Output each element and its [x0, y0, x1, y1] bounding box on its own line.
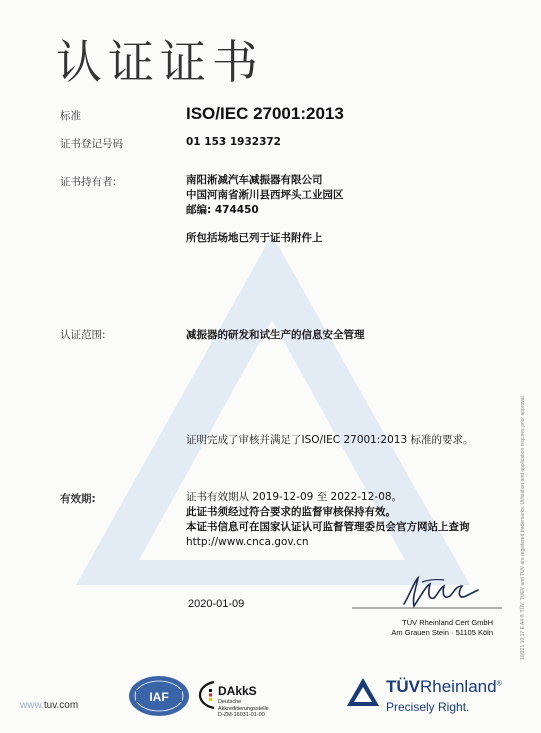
sites-note: 所包括场地已列于证书附件上	[186, 232, 323, 244]
dakks-mark-icon	[198, 680, 216, 710]
holder-address: 中国河南省淅川县西坪头工业园区	[186, 189, 344, 201]
tuv-brand-rest: Rheinland	[420, 677, 497, 696]
issuer-block	[391, 618, 493, 638]
cnca-url[interactable]: http://www.cnca.gov.cn	[186, 536, 309, 548]
compliance-statement: 证明完成了审核并满足了ISO/IEC 27001:2013 标准的要求。	[186, 434, 474, 446]
dakks-logo	[198, 680, 308, 724]
dakks-subtitle	[218, 699, 269, 719]
tuv-brand-bold: TÜV	[386, 677, 420, 696]
tuv-brand-name	[386, 677, 502, 697]
validity-period: 证书有效期从 2019-12-09 至 2022-12-08。	[186, 491, 403, 503]
iaf-logo	[128, 675, 190, 717]
iaf-text: IAF	[149, 690, 169, 704]
signature	[352, 574, 502, 614]
holder-info	[186, 173, 344, 218]
validity-info	[186, 490, 470, 550]
website-link[interactable]	[20, 700, 78, 711]
validity-condition: 此证书须经过符合要求的监督审核保持有效。	[186, 506, 396, 518]
standard-label: 标准	[60, 110, 81, 122]
registration-value: 01 153 1932372	[186, 136, 281, 148]
dakks-accreditation-number: D-ZM-16031-01-00	[218, 712, 265, 718]
holder-postcode: 邮编: 474450	[186, 204, 259, 216]
website-domain: tuv.com	[43, 700, 79, 711]
trademark-side-note: 10/221 10.17 E A4 ® TÜV, TUEV and TUV are registered trademarks. Utilisation and application requires prior approval.	[520, 394, 526, 660]
dakks-sub-line: Akkreditierungsstelle	[218, 705, 269, 712]
standard-value: ISO/IEC 27001:2013	[186, 104, 344, 123]
holder-name: 南阳淅减汽车减振器有限公司	[186, 174, 323, 186]
scope-label: 认证范围:	[60, 329, 106, 341]
scope-value: 减振器的研发和试生产的信息安全管理	[186, 329, 365, 341]
website-prefix: www.	[20, 700, 44, 711]
tuv-triangle-icon	[346, 677, 380, 707]
certificate-title: 认证证书	[56, 35, 264, 89]
validity-lookup: 本证书信息可在国家认证认可监督管理委员会官方网站上查询	[186, 521, 470, 533]
registration-label: 证书登记号码	[60, 138, 123, 150]
issuer-name: TÜV Rheinland Cert GmbH	[402, 618, 493, 627]
holder-label: 证书持有者:	[60, 176, 117, 188]
dakks-name: DAkkS	[218, 684, 257, 698]
validity-label: 有效期:	[60, 493, 96, 505]
tuv-slogan: Precisely Right.	[386, 700, 470, 714]
dakks-sub-line: Deutsche	[218, 699, 242, 705]
issuer-address: Am Grauen Stein · 51105 Köln	[391, 628, 493, 637]
issue-date: 2020-01-09	[188, 598, 245, 610]
tuv-rheinland-logo	[346, 675, 521, 720]
registered-mark: ®	[496, 680, 502, 688]
